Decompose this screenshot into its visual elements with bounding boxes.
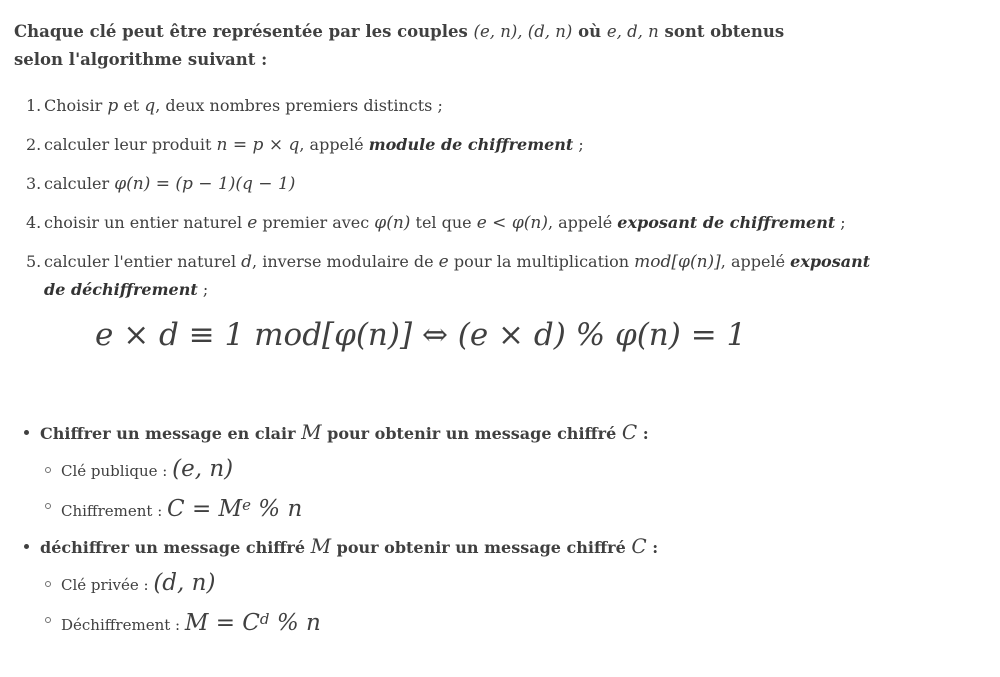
heading-text: : (646, 538, 659, 557)
math-vars: e, d, n (606, 22, 659, 41)
math-phi: φ(n) (374, 213, 411, 233)
step-3 (26, 170, 886, 198)
math-formula-rest: % n (250, 496, 303, 522)
math-couples: (e, n), (d, n) (473, 22, 573, 41)
intro-text: Chaque clé peut être représentée par les couples (14, 22, 474, 41)
decrypt-details (40, 566, 658, 642)
step-text: Choisir (44, 96, 108, 115)
step-number: 5. (26, 252, 42, 271)
sub-label: Clé privée : (61, 576, 154, 594)
bullet-decrypt (24, 532, 658, 642)
term-module-de-chiffrement: module de chiffrement (368, 135, 574, 154)
step-4 (26, 209, 886, 237)
intro-paragraph (14, 18, 834, 74)
step-text: ; (197, 280, 209, 299)
math-exponent: d (259, 610, 270, 628)
heading-text: déchiffrer un message chiffré (40, 538, 311, 557)
step-text: choisir un entier naturel (44, 213, 248, 232)
math-private-key: (d, n) (153, 570, 216, 596)
sub-bullet-circle (45, 617, 51, 623)
bullet-dot (24, 544, 29, 549)
term-exposant-de-chiffrement: exposant de chiffrement (617, 213, 836, 232)
step-text: calculer leur produit (44, 135, 217, 154)
math-public-key: (e, n) (172, 456, 234, 482)
step-text: et (118, 96, 145, 115)
heading-text: : (637, 424, 649, 443)
math-q: q (144, 96, 156, 116)
math-C: C (631, 534, 647, 558)
display-equation: e × d ≡ 1 mod[φ(n)] ⇔ (e × d) % φ(n) = 1 (95, 317, 747, 353)
private-key-item (40, 566, 658, 602)
step-1 (26, 92, 886, 120)
math-C: C (621, 420, 638, 444)
step-text: , deux nombres premiers distincts ; (155, 96, 443, 115)
operations-list (24, 418, 658, 646)
step-text: calculer (44, 174, 115, 193)
math-condition: e < φ(n) (476, 213, 548, 233)
step-text: , appelé (299, 135, 369, 154)
math-formula-base: M = C (184, 610, 260, 636)
math-n-product: n = p × q (216, 135, 300, 155)
step-number: 1. (26, 96, 42, 115)
math-e: e (438, 252, 449, 272)
bullet-heading (40, 420, 649, 444)
math-mod-phi: mod[φ(n)] (634, 252, 721, 272)
step-text: pour la multiplication (448, 252, 635, 271)
math-exponent: e (242, 496, 251, 514)
heading-text: Chiffrer un message en clair (40, 424, 302, 443)
intro-text: où (572, 22, 607, 41)
step-text: ; (573, 135, 584, 154)
public-key-item (40, 452, 658, 488)
math-M: M (301, 420, 322, 444)
step-text: , appelé (547, 213, 618, 232)
sub-bullet-circle (45, 467, 51, 473)
math-formula-rest: % n (269, 610, 321, 636)
decryption-formula-item (40, 602, 658, 642)
heading-text: pour obtenir un message chiffré (331, 538, 632, 557)
encryption-formula-item (40, 488, 658, 528)
term-exposant-de-dechiffrement: exposant de déchiffrement (44, 252, 871, 299)
math-e: e (247, 213, 258, 233)
step-text: premier avec (257, 213, 375, 232)
step-text: ; (835, 213, 846, 232)
bullet-heading (40, 534, 659, 558)
math-M: M (310, 534, 332, 558)
step-text: , appelé (720, 252, 791, 271)
step-text: tel que (410, 213, 477, 232)
encrypt-details (40, 452, 658, 528)
step-2 (26, 131, 886, 159)
sub-bullet-circle (45, 503, 51, 509)
sub-label: Clé publique : (61, 462, 173, 480)
step-number: 4. (26, 213, 42, 232)
step-number: 2. (26, 135, 42, 154)
math-phi-n: φ(n) = (p − 1)(q − 1) (114, 174, 296, 194)
math-formula-base: C = M (167, 496, 243, 522)
step-5 (26, 248, 886, 303)
sub-label: Déchiffrement : (61, 616, 185, 634)
step-number: 3. (26, 174, 42, 193)
sub-bullet-circle (45, 581, 51, 587)
bullet-encrypt (24, 418, 658, 528)
sub-label: Chiffrement : (61, 502, 168, 520)
heading-text: pour obtenir un message chiffré (321, 424, 622, 443)
math-p: p (107, 96, 119, 116)
math-d: d (241, 252, 253, 272)
algorithm-steps (26, 92, 886, 314)
step-text: calculer l'entier naturel (44, 252, 242, 271)
step-text: , inverse modulaire de (252, 252, 439, 271)
intro-text: sont obtenus selon l'algorithme suivant : (14, 22, 785, 69)
bullet-dot (24, 430, 29, 435)
